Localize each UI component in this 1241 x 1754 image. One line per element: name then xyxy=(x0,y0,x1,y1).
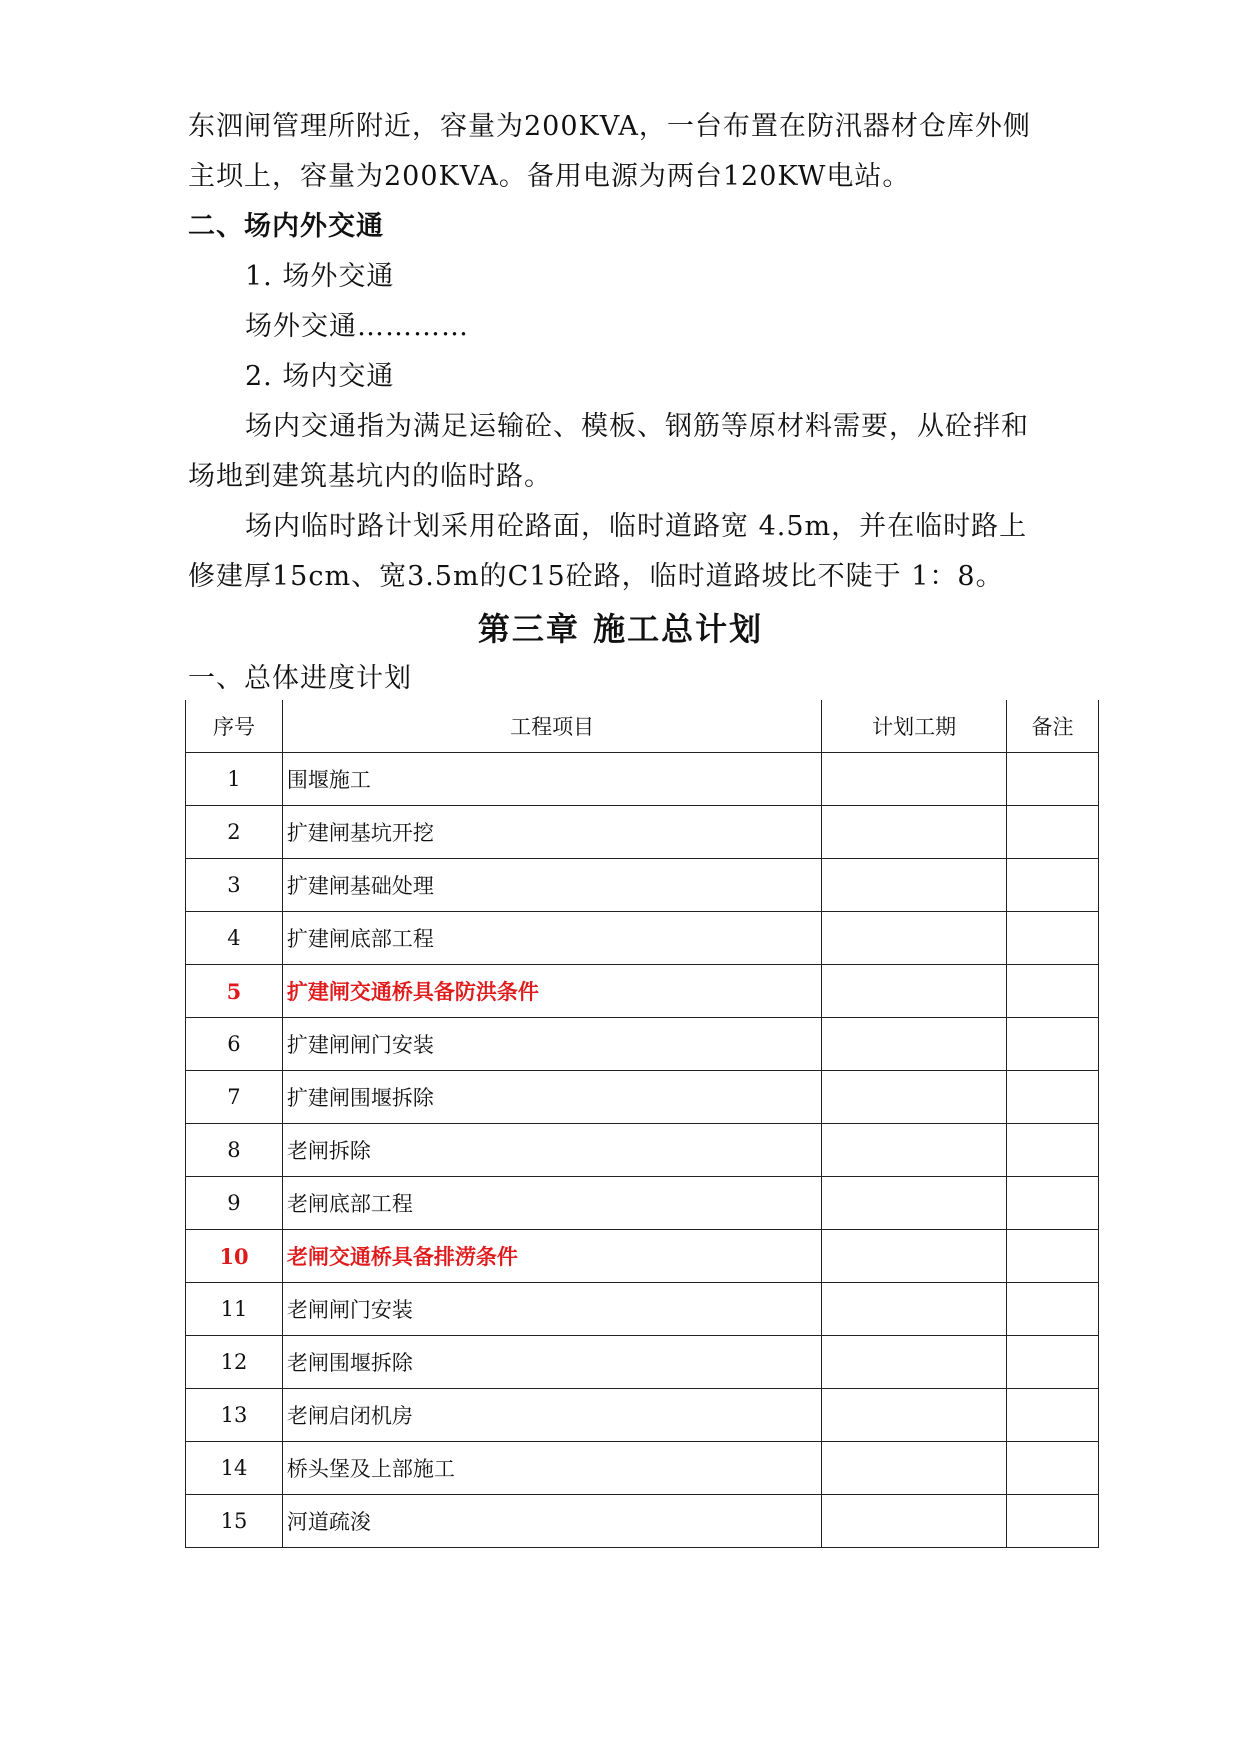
row-number-cell: 1 xyxy=(186,753,283,806)
row-note-cell xyxy=(1007,859,1099,912)
table-row xyxy=(186,1124,1099,1177)
row-period-cell xyxy=(822,1283,1007,1336)
row-note-cell xyxy=(1007,1442,1099,1495)
paragraph-power-line-1: 东泗闸管理所附近，容量为200KVA，一台布置在防汛器材仓库外侧 xyxy=(188,111,1031,142)
table-row xyxy=(186,1177,1099,1230)
table-row xyxy=(186,1389,1099,1442)
row-number-cell: 9 xyxy=(186,1177,283,1230)
table-row xyxy=(186,1442,1099,1495)
row-period-cell xyxy=(822,1442,1007,1495)
row-note-cell xyxy=(1007,1124,1099,1177)
row-note-cell xyxy=(1007,1177,1099,1230)
subheading-internal-traffic: 2. 场内交通 xyxy=(245,361,395,392)
row-period-cell xyxy=(822,1336,1007,1389)
row-number-cell: 2 xyxy=(186,806,283,859)
paragraph-internal-traffic-2b: 修建厚15cm、宽3.5m的C15砼路，临时道路坡比不陡于 1：8。 xyxy=(188,561,1004,592)
row-note-cell xyxy=(1007,1389,1099,1442)
row-number-cell: 15 xyxy=(186,1495,283,1548)
table-row xyxy=(186,1336,1099,1389)
paragraph-internal-traffic-2a: 场内临时路计划采用砼路面，临时道路宽 4.5m，并在临时路上 xyxy=(245,511,1028,542)
row-note-cell xyxy=(1007,965,1099,1018)
chapter-title: 第三章 施工总计划 xyxy=(477,610,764,648)
row-item-cell: 老闸交通桥具备排涝条件 xyxy=(282,1230,821,1283)
row-note-cell xyxy=(1007,1018,1099,1071)
row-period-cell xyxy=(822,806,1007,859)
row-period-cell xyxy=(822,912,1007,965)
row-period-cell xyxy=(822,1071,1007,1124)
row-item-cell: 扩建闸围堰拆除 xyxy=(282,1071,821,1124)
row-period-cell xyxy=(822,1124,1007,1177)
row-number-cell: 3 xyxy=(186,859,283,912)
schedule-heading: 一、总体进度计划 xyxy=(188,663,412,694)
paragraph-internal-traffic-1a: 场内交通指为满足运输砼、模板、钢筋等原材料需要，从砼拌和 xyxy=(245,411,1029,442)
row-period-cell xyxy=(822,859,1007,912)
row-item-cell: 桥头堡及上部施工 xyxy=(282,1442,821,1495)
row-period-cell xyxy=(822,1018,1007,1071)
row-period-cell xyxy=(822,1177,1007,1230)
row-note-cell xyxy=(1007,1336,1099,1389)
row-period-cell xyxy=(822,965,1007,1018)
row-item-cell: 老闸拆除 xyxy=(282,1124,821,1177)
row-number-cell: 6 xyxy=(186,1018,283,1071)
row-item-cell: 河道疏浚 xyxy=(282,1495,821,1548)
table-row xyxy=(186,965,1099,1018)
header-period: 计划工期 xyxy=(822,700,1007,753)
table-row xyxy=(186,1018,1099,1071)
row-number-cell: 12 xyxy=(186,1336,283,1389)
table-row xyxy=(186,1283,1099,1336)
row-note-cell xyxy=(1007,806,1099,859)
table-row xyxy=(186,859,1099,912)
schedule-table xyxy=(185,700,1099,1548)
row-period-cell xyxy=(822,1495,1007,1548)
table-row xyxy=(186,806,1099,859)
paragraph-power-line-2: 主坝上，容量为200KVA。备用电源为两台120KW电站。 xyxy=(188,161,911,192)
row-item-cell: 老闸启闭机房 xyxy=(282,1389,821,1442)
header-note: 备注 xyxy=(1007,700,1099,753)
row-item-cell: 老闸底部工程 xyxy=(282,1177,821,1230)
row-note-cell xyxy=(1007,1230,1099,1283)
subheading-external-traffic: 1. 场外交通 xyxy=(245,261,395,292)
table-row xyxy=(186,1495,1099,1548)
row-note-cell xyxy=(1007,753,1099,806)
row-item-cell: 扩建闸基坑开挖 xyxy=(282,806,821,859)
row-number-cell: 13 xyxy=(186,1389,283,1442)
table-header-row xyxy=(186,700,1099,753)
row-number-cell: 11 xyxy=(186,1283,283,1336)
row-item-cell: 扩建闸基础处理 xyxy=(282,859,821,912)
table-body xyxy=(186,753,1099,1548)
table-row xyxy=(186,753,1099,806)
header-no: 序号 xyxy=(186,700,283,753)
row-period-cell xyxy=(822,1389,1007,1442)
table-row xyxy=(186,1230,1099,1283)
table-row xyxy=(186,912,1099,965)
row-item-cell: 老闸围堰拆除 xyxy=(282,1336,821,1389)
row-number-cell: 10 xyxy=(186,1230,283,1283)
row-item-cell: 围堰施工 xyxy=(282,753,821,806)
row-note-cell xyxy=(1007,1283,1099,1336)
row-period-cell xyxy=(822,1230,1007,1283)
row-item-cell: 扩建闸交通桥具备防洪条件 xyxy=(282,965,821,1018)
row-number-cell: 4 xyxy=(186,912,283,965)
row-note-cell xyxy=(1007,1071,1099,1124)
header-item: 工程项目 xyxy=(282,700,821,753)
row-number-cell: 14 xyxy=(186,1442,283,1495)
row-period-cell xyxy=(822,753,1007,806)
row-item-cell: 扩建闸闸门安装 xyxy=(282,1018,821,1071)
row-item-cell: 老闸闸门安装 xyxy=(282,1283,821,1336)
table-row xyxy=(186,1071,1099,1124)
row-number-cell: 5 xyxy=(186,965,283,1018)
row-item-cell: 扩建闸底部工程 xyxy=(282,912,821,965)
row-number-cell: 7 xyxy=(186,1071,283,1124)
section-heading-traffic: 二、场内外交通 xyxy=(188,211,384,242)
row-note-cell xyxy=(1007,912,1099,965)
paragraph-external-traffic: 场外交通………… xyxy=(245,311,469,342)
row-note-cell xyxy=(1007,1495,1099,1548)
row-number-cell: 8 xyxy=(186,1124,283,1177)
paragraph-internal-traffic-1b: 场地到建筑基坑内的临时路。 xyxy=(188,461,552,492)
